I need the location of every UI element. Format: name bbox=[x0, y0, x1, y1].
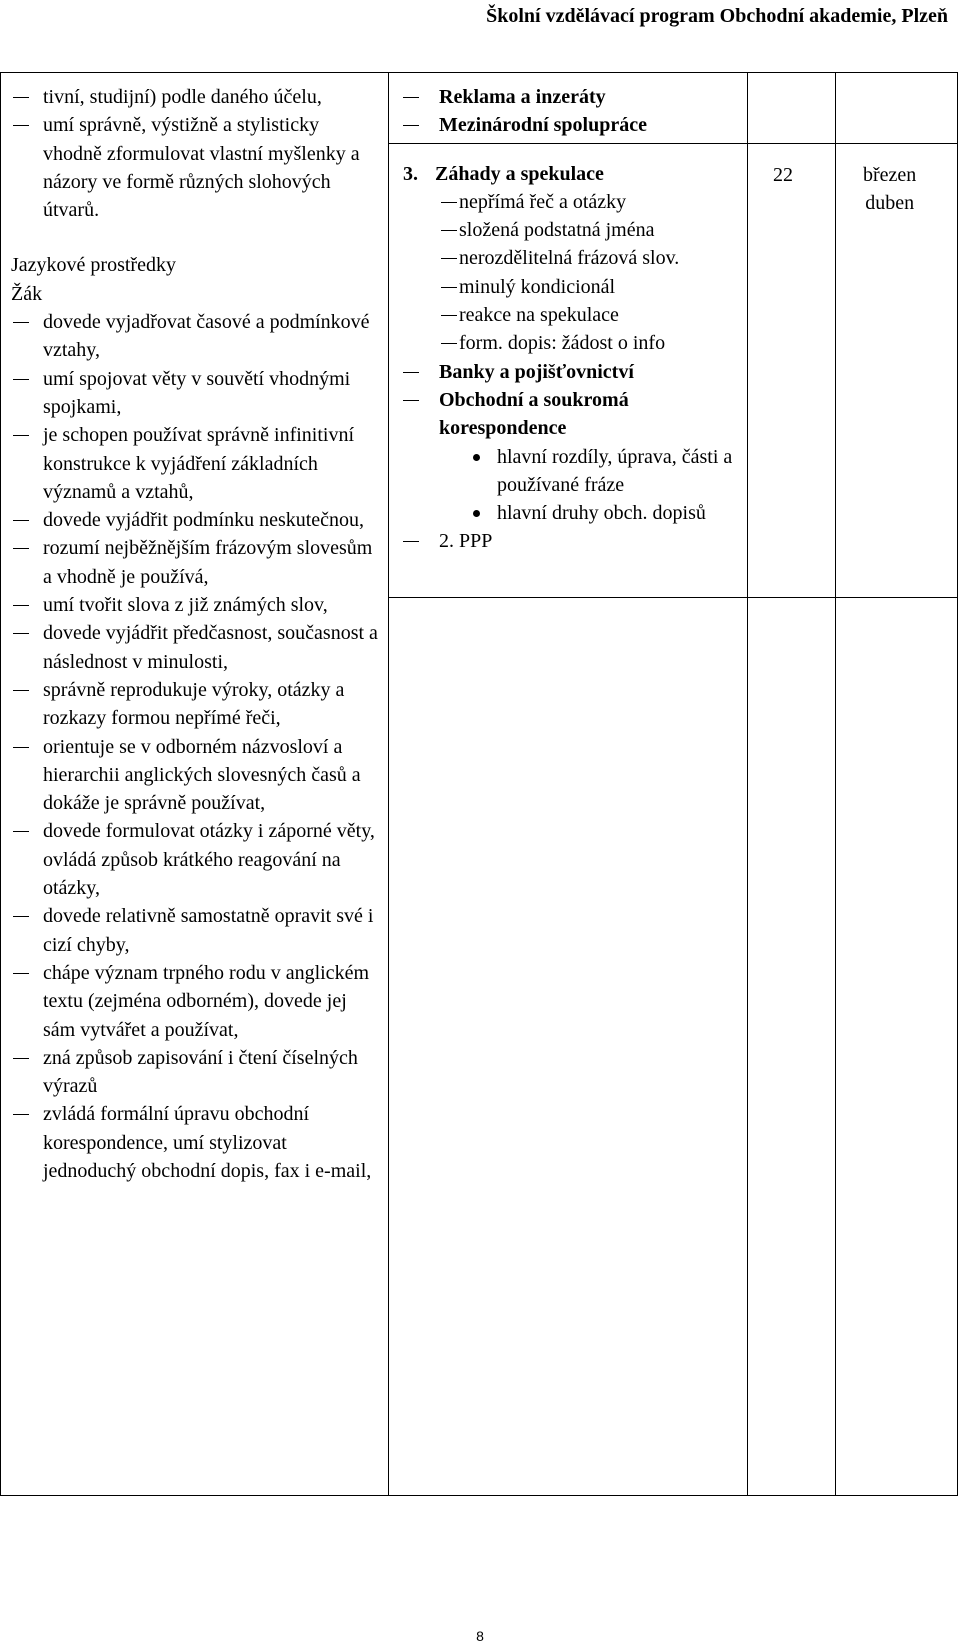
content-item: 2. PPP bbox=[399, 527, 739, 555]
bullet-item: hlavní druhy obch. dopisů bbox=[399, 499, 739, 527]
topic-item: Banky a pojišťovnictví bbox=[399, 358, 739, 386]
column-divider bbox=[747, 73, 748, 1495]
content-column bbox=[399, 83, 739, 556]
outcome-item: dovede formulovat otázky i záporné věty, ovládá způsob krátkého reagování na otázky, bbox=[11, 817, 381, 902]
outcome-item: dovede vyjádřit předčasnost, současnost a následnost v minulosti, bbox=[11, 619, 381, 676]
hours-cell: 22 bbox=[773, 164, 793, 186]
outcomes-column bbox=[11, 83, 381, 1185]
content-item: nepřímá řeč a otázky bbox=[431, 188, 739, 216]
outcome-item: chápe význam trpného rodu v anglickém textu (zejména odborném), dovede jej sám vytvářet a používat, bbox=[11, 959, 381, 1044]
row-divider bbox=[389, 597, 957, 598]
page-number: 8 bbox=[476, 1628, 484, 1644]
content-item: form. dopis: žádost o info bbox=[431, 329, 739, 357]
topic-item: Obchodní a soukromá korespondence bbox=[399, 386, 739, 443]
column-divider bbox=[835, 73, 836, 1495]
page-header: Školní vzdělávací program Obchodní akademie, Plzeň bbox=[486, 5, 948, 27]
outcome-item: tivní, studijní) podle daného účelu, bbox=[11, 83, 381, 111]
bullet-item: hlavní rozdíly, úprava, části a používané fráze bbox=[399, 443, 739, 500]
unit-content bbox=[399, 188, 739, 358]
curriculum-table bbox=[0, 72, 958, 1496]
outcome-item: zná způsob zapisování i čtení číselných výrazů bbox=[11, 1044, 381, 1101]
outcome-item: orientuje se v odborném názvosloví a hierarchii anglických slovesných časů a dokáže je správně používat, bbox=[11, 733, 381, 818]
outcome-item: umí spojovat věty v souvětí vhodnými spojkami, bbox=[11, 365, 381, 422]
section-heading: Jazykové prostředky bbox=[11, 254, 176, 277]
months-cell bbox=[863, 161, 916, 218]
outcome-item: správně reprodukuje výroky, otázky a rozkazy formou nepřímé řeči, bbox=[11, 676, 381, 733]
month-label: březen bbox=[863, 164, 917, 186]
subject-label: Žák bbox=[11, 282, 43, 305]
outcome-item: rozumí nejběžnějším frázovým slovesům a vhodně je používá, bbox=[11, 534, 381, 591]
content-item: složená podstatná jména bbox=[431, 216, 739, 244]
outcome-item: je schopen používat správně infinitivní konstrukce k vyjádření základních významů a vztahů, bbox=[11, 421, 381, 506]
outcome-item: dovede vyjádřit podmínku neskutečnou, bbox=[11, 506, 381, 534]
outcome-item: dovede vyjadřovat časové a podmínkové vztahy, bbox=[11, 308, 381, 365]
topic-item: Mezinárodní spolupráce bbox=[399, 111, 739, 139]
outcome-item: umí tvořit slova z již známých slov, bbox=[11, 591, 381, 619]
topic-item: Reklama a inzeráty bbox=[399, 83, 739, 111]
content-item: nerozdělitelná frázová slov. bbox=[431, 244, 739, 272]
content-item: reakce na spekulace bbox=[431, 301, 739, 329]
outcome-item: zvládá formální úpravu obchodní korespondence, umí stylizovat jednoduchý obchodní dopis, fax i e-mail, bbox=[11, 1100, 381, 1185]
unit-title: Záhady a spekulace bbox=[435, 162, 604, 185]
outcome-item: dovede relativně samostatně opravit své i cizí chyby, bbox=[11, 902, 381, 959]
column-divider bbox=[388, 73, 389, 1495]
content-item: minulý kondicionál bbox=[431, 273, 739, 301]
outcome-item: umí správně, výstižně a stylisticky vhodně zformulovat vlastní myšlenky a názory ve formě různých slohových útvarů. bbox=[11, 111, 381, 224]
month-label: duben bbox=[865, 192, 915, 215]
unit-heading bbox=[399, 160, 739, 188]
unit-number: 3. bbox=[403, 162, 418, 185]
